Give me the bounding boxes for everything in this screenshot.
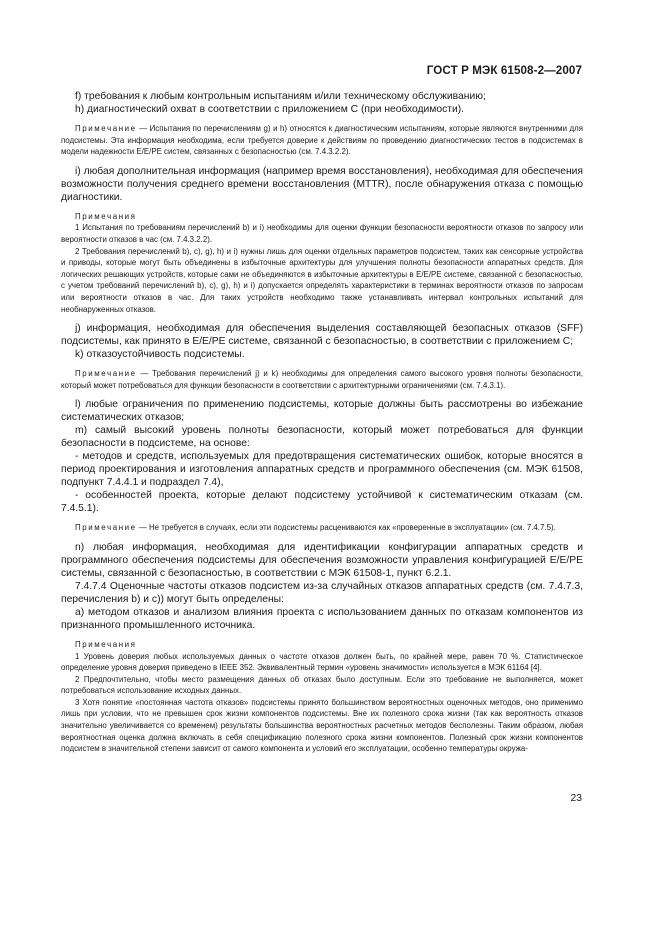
- note-paragraph: [61, 368, 583, 391]
- body-paragraph: [61, 580, 583, 606]
- paragraph-text: а) методом отказов и анализом влияния проекта с использованием данных по отказам компонентов из признанного промышленного источника.: [61, 606, 583, 631]
- paragraph-text: f) требования к любым контрольным испытаниям и/или техническому обслуживанию;: [75, 91, 486, 102]
- body-paragraph: [61, 606, 583, 632]
- body-paragraph: [61, 90, 583, 103]
- document-header: ГОСТ Р МЭК 61508-2—2007: [426, 64, 582, 77]
- paragraph-text: 3 Хотя понятие «постоянная частота отказов» подсистемы принято большинством вероятностных оценочных методов, оно применимо лишь при условии, что не превышен срок жизни компонентов подсистемы. Вне их полезного срока жизни (так как вероятность отказов значительно увеличивается со временем) результаты большинства вероятностных расчетных методов бесполезны. Таким образом, любая вероятностная оценка должна включать в себя спецификацию полезного срока жизни компонентов. Полезный срок жизни компонентов подсистем в значительной степени зависит от самого компонента и условий его эксплуатации, особенно температуры окружа-: [61, 697, 583, 754]
- document-body: [61, 90, 583, 755]
- note-label: Примечание: [75, 523, 137, 533]
- body-paragraph: [61, 424, 583, 450]
- body-paragraph: [61, 103, 583, 116]
- body-paragraph: [61, 450, 583, 489]
- note-paragraph: [61, 674, 583, 697]
- paragraph-text: — Не требуется в случаях, если эти подсистемы расцениваются как «проверенные в эксплуатации» (см. 7.4.7.5).: [136, 523, 556, 533]
- body-paragraph: [61, 489, 583, 515]
- body-paragraph: [61, 398, 583, 424]
- paragraph-text: n) любая информация, необходимая для идентификации конфигурации аппаратных средств и программного обеспечения подсистемы для обеспечения возможности управления конфигурацией E/E/PE системы, связанной с безопасностью, в соответствии с МЭК 61508-1, пункт 6.2.1.: [61, 541, 583, 579]
- note-paragraph: [61, 639, 583, 651]
- paragraph-text: 1 Уровень доверия любых используемых данных о частоте отказов должен быть, по крайней мере, равен 70 %. Статистическое определение уровня доверия приведено в IEEE 352. Эквивалентный термин «уровень значимости» используется в МЭК 61164 [4].: [61, 651, 583, 673]
- paragraph-text: i) любая дополнительная информация (например время восстановления), необходимая для обеспечения возможности получения среднего времени восстановления (MTTR), после обнаружения отказа с помощью диагностики.: [61, 165, 583, 203]
- note-paragraph: [61, 522, 583, 534]
- paragraph-text: 2 Предпочтительно, чтобы место размещения данных об отказах было доступным. Если это требование не выполняется, может потребоваться использование исходных данных.: [61, 674, 583, 696]
- body-paragraph: [61, 348, 583, 361]
- body-paragraph: [61, 541, 583, 580]
- note-label: Примечания: [75, 639, 137, 649]
- note-paragraph: [61, 211, 583, 223]
- note-paragraph: [61, 246, 583, 316]
- note-label: Примечание: [75, 124, 137, 133]
- note-label: Примечание: [75, 369, 137, 379]
- paragraph-text: l) любые ограничения по применению подсистемы, которые должны быть рассмотрены во избежание систематических отказов;: [61, 399, 583, 424]
- note-paragraph: [61, 651, 583, 674]
- paragraph-text: 2 Требования перечислений b), c), g), h) и i) нужны лишь для оценки отдельных параметров подсистем, таких как сенсорные устройства и приводы, которые могут быть объединены в избыточные архитектуры для улучшения полноты безопасности аппаратных средств. Для логических решающих устройств, которые сами не объединяются в избыточные архитектуры в E/E/PE системе, связанной с безопасностью, с учетом требований перечислений b), c), g), h) и i) допускается определять характеристики в терминах вероятности отказов по запросам или вероятности отказов в час. Для таких устройств необходимо также устанавливать интервал контрольных испытаний для необнаруженных отказов.: [61, 246, 583, 314]
- note-paragraph: [61, 123, 583, 158]
- note-paragraph: [61, 222, 583, 245]
- paragraph-text: 7.4.7.4 Оценочные частоты отказов подсистем из-за случайных отказов аппаратных средств (см. 7.4.7.3, перечисления b) и с)) могут быть определены:: [61, 580, 583, 605]
- paragraph-text: 1 Испытания по требованиям перечислений b) и i) необходимы для оценки функции безопасности вероятности отказов по запросу или вероятности отказов в час (см. 7.4.3.2.2).: [61, 223, 583, 244]
- paragraph-text: — Требования перечислений j) и k) необходимы для определения самого высокого уровня полноты безопасности, который может потребоваться для функции безопасности в соответствии с архитектурными ограничениями (см. 7.4.3.1).: [61, 369, 583, 390]
- note-paragraph: [61, 697, 583, 755]
- body-paragraph: [61, 165, 583, 204]
- note-label: Примечания: [75, 211, 137, 221]
- body-paragraph: [61, 322, 583, 348]
- page-number: 23: [570, 793, 582, 804]
- paragraph-text: h) диагностический охват в соответствии с приложением С (при необходимости).: [75, 104, 465, 115]
- paragraph-text: — Испытания по перечислениям g) и h) относятся к диагностическим испытаниям, которые являются внутренними для подсистемы. Эта информация необходима, если требуется доверие к действиям по проведению диагностических тестов в подсистемах в модели надежности E/E/PE систем, связанных с безопасностью (см. 7.4.3.2.2).: [61, 124, 583, 157]
- paragraph-text: j) информация, необходимая для обеспечения выделения составляющей безопасных отказов (SFF) подсистемы, как принято в E/E/PE системе, связанной с безопасностью, в соответствии с приложением С;: [61, 323, 583, 348]
- paragraph-text: - методов и средств, используемых для предотвращения систематических ошибок, которые вносятся в период проектирования и изготовления аппаратных средств и программного обеспечения (см. МЭК 61508, подпункт 7.4.4.1 и подраздел 7.4),: [61, 451, 583, 489]
- paragraph-text: k) отказоустойчивость подсистемы.: [75, 349, 245, 361]
- paragraph-text: - особенностей проекта, которые делают подсистему устойчивой к систематическим отказам (см. 7.4.5.1).: [61, 490, 583, 515]
- paragraph-text: m) самый высокий уровень полноты безопасности, который может потребоваться для функции безопасности в подсистеме, на основе:: [61, 425, 583, 450]
